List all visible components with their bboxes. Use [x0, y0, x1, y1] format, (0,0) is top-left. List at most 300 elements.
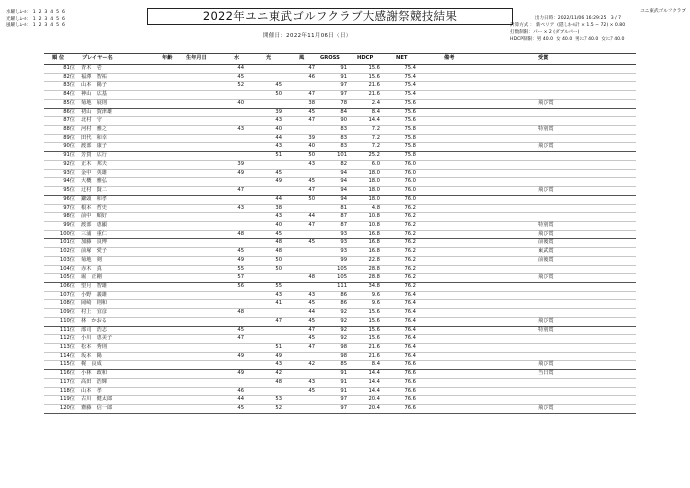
cell-hdcp: 21.6: [368, 91, 380, 98]
cell-hdcp: 14.4: [368, 378, 380, 385]
cell-rank: 91位: [63, 152, 75, 159]
cell-light: 45: [275, 230, 282, 237]
cell-name: 正木 邦夫: [81, 160, 107, 167]
calculation-info: [510, 9, 686, 44]
cell-gross: 82: [340, 160, 347, 167]
legend-line-wind: 風曜しﾑｰﾙ： 1 2 3 4 5 6: [6, 23, 65, 29]
cell-net: 76.4: [404, 309, 416, 316]
cell-hdcp: 14.4: [368, 387, 380, 394]
cell-water: 49: [237, 370, 244, 377]
cell-water: 49: [237, 352, 244, 359]
cell-name: 金中 英雄: [81, 169, 107, 176]
cell-gross: 85: [340, 361, 347, 368]
table-row: [44, 274, 636, 283]
cell-hdcp: 15.6: [368, 65, 380, 71]
cell-net: 76.4: [404, 291, 416, 298]
cell-light: 43: [275, 213, 282, 220]
table-row: [44, 344, 636, 353]
cell-rank: 88位: [63, 126, 75, 133]
cell-name: 初山 賀津雄: [81, 108, 113, 115]
cell-name: 高田 浩輝: [81, 378, 107, 385]
cell-name: 岡崎 則和: [81, 300, 107, 307]
cell-water: 39: [237, 160, 244, 167]
cell-net: 76.6: [404, 405, 416, 412]
cell-rank: 119位: [59, 396, 75, 403]
cell-name: 渡部 恵顯: [81, 221, 107, 228]
cell-name: 小林 政和: [81, 370, 107, 377]
cell-wind: 45: [308, 239, 315, 246]
table-row: [44, 266, 636, 275]
cell-name: 望月 智雄: [81, 282, 107, 289]
cell-hdcp: 8.4: [371, 108, 380, 115]
cell-net: 76.4: [404, 344, 416, 350]
cell-hdcp: 22.8: [368, 256, 380, 263]
cell-rank: 85位: [63, 99, 75, 106]
cell-rank: 84位: [63, 91, 75, 98]
cell-hdcp: 20.4: [368, 405, 380, 412]
cell-gross: 83: [340, 134, 347, 141]
cell-gross: 90: [340, 117, 347, 124]
cell-gross: 94: [340, 195, 347, 202]
cell-hdcp: 16.8: [368, 248, 380, 255]
cell-water: 57: [237, 274, 244, 281]
cell-light: 48: [275, 378, 282, 385]
header-award: 受賞: [538, 55, 549, 61]
cell-water: 49: [237, 169, 244, 176]
cell-hdcp: 20.4: [368, 396, 380, 403]
cell-wind: 44: [308, 213, 315, 220]
cell-award: 飛び賞: [538, 405, 554, 412]
calc-method: 計算方式 ： 新ペリア (隠しﾎｰﾙ計 × 1.5 − 72) × 0.80: [510, 22, 626, 28]
cell-hdcp: 14.4: [368, 117, 380, 124]
cell-rank: 99位: [63, 221, 75, 228]
cell-name: 福澤 智祐: [81, 73, 107, 80]
cell-award: 前後賞: [538, 239, 554, 246]
cell-gross: 83: [340, 126, 347, 133]
cell-water: 45: [237, 326, 244, 333]
cell-hdcp: 18.0: [368, 178, 380, 185]
cell-net: 76.6: [404, 378, 416, 385]
cell-rank: 109位: [59, 309, 75, 316]
cell-hdcp: 25.2: [368, 152, 380, 159]
output-datetime: 出力日時：2022/11/06 16:29:25 3 / 7: [510, 15, 622, 21]
cell-hdcp: 28.8: [368, 265, 380, 272]
cell-light: 43: [275, 143, 282, 150]
cell-name: 菊地 展則: [81, 99, 107, 106]
cell-net: 76.0: [404, 160, 416, 167]
cell-name: 部司 浩志: [81, 326, 107, 333]
cell-gross: 91: [340, 65, 347, 71]
cell-net: 76.2: [404, 204, 416, 211]
table-row: [44, 318, 636, 327]
cell-name: 松本 秀則: [81, 344, 107, 350]
cell-light: 53: [275, 396, 282, 403]
cell-light: 40: [275, 126, 282, 133]
cell-water: 48: [237, 230, 244, 237]
cell-hdcp: 4.8: [371, 204, 380, 211]
cell-rank: 93位: [63, 169, 75, 176]
legend-line-water: 水曜しﾑｰﾙ： 1 2 3 4 5 6: [6, 10, 65, 15]
cell-hdcp: 10.8: [368, 213, 380, 220]
cell-hdcp: 16.8: [368, 230, 380, 237]
table-row: [44, 388, 636, 397]
cell-gross: 84: [340, 108, 347, 115]
table-row: [44, 74, 636, 83]
table-row: [44, 91, 636, 100]
header-note: 備考: [444, 55, 455, 61]
held-date: 開催日：2022年11月06日（日）: [263, 33, 352, 39]
cell-wind: 45: [308, 335, 315, 342]
cell-net: 75.4: [404, 82, 416, 89]
cell-rank: 98位: [63, 213, 75, 220]
legend-line-light: 光曜しﾑｰﾙ： 1 2 3 4 5 6: [6, 16, 65, 22]
cell-gross: 86: [340, 291, 347, 298]
cell-wind: 45: [308, 300, 315, 307]
cell-name: 根本 哲史: [81, 204, 107, 211]
cell-light: 50: [275, 256, 282, 263]
cell-name: 鎌頭 和孝: [81, 195, 107, 202]
cell-hdcp: 2.4: [371, 99, 380, 106]
cell-name: 菊地 剣: [81, 256, 102, 263]
cell-name: 三浦 重仁: [81, 230, 107, 237]
cell-gross: 91: [340, 370, 347, 377]
cell-rank: 112位: [59, 335, 75, 342]
cell-wind: 47: [308, 117, 315, 124]
cell-net: 75.8: [404, 126, 416, 133]
cell-gross: 93: [340, 248, 347, 255]
table-header: [44, 53, 636, 65]
cell-rank: 101位: [59, 239, 75, 246]
cell-water: 44: [237, 65, 244, 71]
cell-gross: 87: [340, 221, 347, 228]
cell-gross: 91: [340, 73, 347, 80]
cell-rank: 107位: [59, 291, 75, 298]
table-row: [44, 335, 636, 344]
cell-award: 特別賞: [538, 326, 554, 333]
hdcp-limit: HDCP制限：男 40.0 女 40.0 男ｼﾆｱ 40.0 女ｼﾆｱ 40.0: [510, 36, 625, 42]
table-row: [44, 161, 636, 170]
table-row: [44, 370, 636, 379]
cell-net: 76.0: [404, 178, 416, 185]
table-row: [44, 283, 636, 292]
cell-name: 古川 健太郎: [81, 396, 113, 403]
cell-hdcp: 15.6: [368, 326, 380, 333]
cell-water: 45: [237, 405, 244, 412]
cell-name: 坂本 陽: [81, 352, 102, 359]
cell-wind: 45: [308, 387, 315, 394]
cell-net: 75.6: [404, 108, 416, 115]
cell-rank: 100位: [59, 230, 75, 237]
cell-name: 梶 良成: [81, 361, 102, 368]
cell-hdcp: 9.6: [371, 291, 380, 298]
cell-award: 飛び賞: [538, 230, 554, 237]
cell-rank: 102位: [59, 248, 75, 255]
cell-wind: 45: [308, 178, 315, 185]
cell-rank: 111位: [59, 326, 75, 333]
cell-rank: 113位: [59, 344, 75, 350]
cell-gross: 98: [340, 352, 347, 359]
cell-light: 49: [275, 178, 282, 185]
header-wind: 風: [299, 55, 305, 61]
cell-hdcp: 7.2: [371, 126, 380, 133]
table-row: [44, 361, 636, 370]
cell-gross: 97: [340, 405, 347, 412]
table-row: [44, 187, 636, 196]
cell-gross: 93: [340, 239, 347, 246]
table-row: [44, 196, 636, 205]
cell-light: 49: [275, 352, 282, 359]
cell-award: 飛び賞: [538, 143, 554, 150]
cell-net: 75.4: [404, 65, 416, 71]
table-row: [44, 248, 636, 257]
hidden-holes-legend: [6, 10, 65, 30]
cell-wind: 39: [308, 134, 315, 141]
table-row: [44, 178, 636, 187]
cell-award: 前後賞: [538, 256, 554, 263]
header-gross: GROSS: [320, 55, 340, 61]
table-row: [44, 117, 636, 126]
cell-rank: 90位: [63, 143, 75, 150]
cell-net: 76.2: [404, 256, 416, 263]
cell-water: 47: [237, 335, 244, 342]
cell-water: 43: [237, 204, 244, 211]
table-row: [44, 300, 636, 309]
cell-net: 76.2: [404, 274, 416, 281]
cell-net: 76.2: [404, 221, 416, 228]
cell-hdcp: 21.6: [368, 82, 380, 89]
cell-gross: 98: [340, 344, 347, 350]
cell-light: 48: [275, 248, 282, 255]
header-name: プレイヤー名: [82, 55, 113, 61]
cell-water: 43: [237, 126, 244, 133]
cell-gross: 94: [340, 187, 347, 194]
cell-wind: 46: [308, 73, 315, 80]
table-row: [44, 292, 636, 301]
table-row: [44, 205, 636, 214]
cell-water: 56: [237, 282, 244, 289]
cell-name: 辻村 賢二: [81, 187, 107, 194]
cell-gross: 99: [340, 256, 347, 263]
cell-rank: 86位: [63, 108, 75, 115]
cell-name: 山本 孝: [81, 387, 102, 394]
cell-wind: 47: [308, 65, 315, 71]
table-row: [44, 65, 636, 74]
cell-hdcp: 6.0: [371, 160, 380, 167]
cell-gross: 91: [340, 378, 347, 385]
cell-rank: 81位: [63, 65, 75, 71]
cell-net: 75.8: [404, 152, 416, 159]
cell-rank: 120位: [59, 405, 75, 412]
cell-gross: 83: [340, 143, 347, 150]
cell-net: 76.4: [404, 300, 416, 307]
cell-net: 75.6: [404, 117, 416, 124]
cell-wind: 47: [308, 91, 315, 98]
table-body: [44, 65, 636, 414]
table-row: [44, 152, 636, 161]
cell-hdcp: 9.6: [371, 300, 380, 307]
cell-water: 55: [237, 265, 244, 272]
cell-hdcp: 21.6: [368, 352, 380, 359]
header-net: NET: [396, 55, 408, 61]
cell-water: 45: [237, 73, 244, 80]
cell-wind: 42: [308, 361, 315, 368]
cell-award: 飛び賞: [538, 274, 554, 281]
cell-rank: 95位: [63, 187, 75, 194]
cell-light: 52: [275, 405, 282, 412]
cell-net: 76.2: [404, 213, 416, 220]
cell-rank: 117位: [59, 378, 75, 385]
cell-hdcp: 34.8: [368, 282, 380, 289]
cell-light: 39: [275, 108, 282, 115]
cell-name: 田代 和幸: [81, 134, 107, 141]
cell-hdcp: 18.0: [368, 195, 380, 202]
cell-rank: 108位: [59, 300, 75, 307]
header-light: 光: [266, 55, 272, 61]
cell-net: 76.4: [404, 326, 416, 333]
table-row: [44, 143, 636, 152]
cell-rank: 104位: [59, 265, 75, 272]
cell-net: 76.2: [404, 282, 416, 289]
cell-light: 55: [275, 282, 282, 289]
cell-wind: 45: [308, 108, 315, 115]
cell-name: 渡部 康子: [81, 143, 107, 150]
cell-name: 齋藤 信一郎: [81, 405, 113, 412]
cell-light: 44: [275, 195, 282, 202]
cell-rank: 114位: [59, 352, 75, 359]
cell-water: 44: [237, 396, 244, 403]
cell-water: 40: [237, 99, 244, 106]
header-birth: 生年月日: [186, 55, 207, 61]
stroke-limit: 打数制限：パー × 2 (ダブルパー): [510, 29, 580, 35]
cell-gross: 78: [340, 99, 347, 106]
cell-name: 前塚 愛子: [81, 248, 107, 255]
table-row: [44, 257, 636, 266]
cell-name: 神山 広基: [81, 91, 107, 98]
cell-gross: 97: [340, 82, 347, 89]
cell-gross: 92: [340, 317, 347, 324]
cell-light: 41: [275, 300, 282, 307]
cell-rank: 83位: [63, 82, 75, 89]
cell-hdcp: 8.4: [371, 361, 380, 368]
cell-water: 48: [237, 309, 244, 316]
cell-rank: 116位: [59, 370, 75, 377]
cell-net: 76.0: [404, 195, 416, 202]
cell-gross: 94: [340, 178, 347, 185]
cell-rank: 110位: [59, 317, 75, 324]
table-row: [44, 327, 636, 336]
cell-hdcp: 21.6: [368, 344, 380, 350]
page-title: 2022年ユニ東武ゴルフクラブ大感謝祭競技結果: [147, 8, 513, 25]
cell-name: 河村 雅之: [81, 126, 107, 133]
cell-net: 75.4: [404, 91, 416, 98]
cell-net: 76.6: [404, 361, 416, 368]
cell-light: 51: [275, 344, 282, 350]
cell-hdcp: 18.0: [368, 187, 380, 194]
cell-light: 43: [275, 361, 282, 368]
cell-light: 47: [275, 317, 282, 324]
cell-water: 47: [237, 187, 244, 194]
cell-wind: 43: [308, 291, 315, 298]
cell-hdcp: 18.0: [368, 169, 380, 176]
cell-light: 50: [275, 91, 282, 98]
cell-name: 青木 壱: [81, 65, 102, 71]
cell-light: 51: [275, 152, 282, 159]
results-table: [44, 53, 636, 414]
cell-rank: 103位: [59, 256, 75, 263]
cell-wind: 50: [308, 195, 315, 202]
table-row: [44, 213, 636, 222]
cell-wind: 47: [308, 187, 315, 194]
cell-gross: 111: [337, 282, 347, 289]
cell-award: 特別賞: [538, 126, 554, 133]
cell-name: 小川 恵美子: [81, 335, 113, 342]
cell-rank: 82位: [63, 73, 75, 80]
cell-award: 飛び賞: [538, 99, 554, 106]
cell-gross: 101: [337, 152, 347, 159]
cell-light: 40: [275, 221, 282, 228]
cell-hdcp: 10.8: [368, 221, 380, 228]
cell-gross: 105: [337, 265, 347, 272]
cell-light: 45: [275, 82, 282, 89]
table-row: [44, 170, 636, 179]
header-hdcp: HDCP: [357, 55, 374, 61]
table-row: [44, 239, 636, 248]
cell-wind: 43: [308, 378, 315, 385]
cell-name: 小野 義雄: [81, 291, 107, 298]
cell-water: 46: [237, 387, 244, 394]
cell-hdcp: 16.8: [368, 239, 380, 246]
table-row: [44, 405, 636, 414]
cell-wind: 47: [308, 221, 315, 228]
cell-hdcp: 15.6: [368, 309, 380, 316]
cell-net: 76.4: [404, 352, 416, 359]
cell-light: 42: [275, 370, 282, 377]
cell-hdcp: 28.8: [368, 274, 380, 281]
cell-rank: 115位: [59, 361, 75, 368]
cell-net: 76.0: [404, 169, 416, 176]
cell-net: 76.4: [404, 317, 416, 324]
cell-name: 加藤 良博: [81, 239, 107, 246]
cell-rank: 87位: [63, 117, 75, 124]
cell-hdcp: 15.6: [368, 335, 380, 342]
cell-rank: 94位: [63, 178, 75, 185]
header-water: 水: [234, 55, 240, 61]
cell-wind: 43: [308, 160, 315, 167]
cell-rank: 105位: [59, 274, 75, 281]
cell-wind: 47: [308, 326, 315, 333]
cell-hdcp: 7.2: [371, 143, 380, 150]
cell-name: 赤木 真: [81, 265, 102, 272]
cell-gross: 92: [340, 335, 347, 342]
cell-wind: 38: [308, 99, 315, 106]
cell-net: 76.0: [404, 187, 416, 194]
cell-gross: 86: [340, 300, 347, 307]
cell-water: 45: [237, 248, 244, 255]
cell-gross: 92: [340, 326, 347, 333]
cell-award: 飛び賞: [538, 317, 554, 324]
cell-wind: 47: [308, 344, 315, 350]
cell-wind: 44: [308, 309, 315, 316]
cell-rank: 92位: [63, 160, 75, 167]
cell-water: 49: [237, 256, 244, 263]
cell-wind: 45: [308, 317, 315, 324]
cell-net: 76.6: [404, 387, 416, 394]
table-row: [44, 396, 636, 405]
cell-light: 43: [275, 291, 282, 298]
cell-wind: 48: [308, 274, 315, 281]
cell-name: 北村 守: [81, 117, 102, 124]
cell-gross: 81: [340, 204, 347, 211]
